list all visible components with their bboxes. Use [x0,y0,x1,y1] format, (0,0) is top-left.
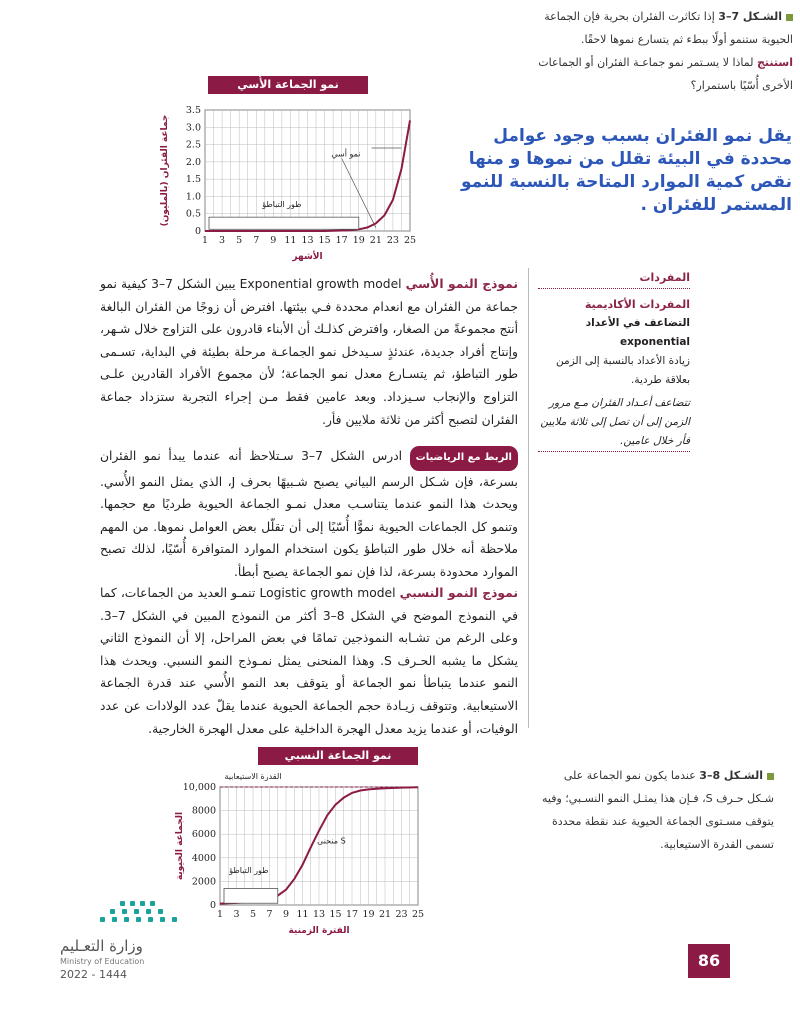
x-tick-label: 9 [282,909,290,920]
x-tick-label: 25 [403,235,417,246]
y-tick-label: 1.5 [185,174,201,186]
term-exponential-model: نموذج النمو الأُسي [405,277,518,291]
carrying-capacity-label: القدرة الاستيعابية [224,772,282,781]
x-tick-label: 17 [335,235,348,246]
x-tick-label: 13 [312,909,326,920]
x-tick-label: 5 [236,235,243,246]
lag-phase-box [209,217,359,229]
x-tick-label: 23 [386,235,399,246]
y-tick-label: 4000 [191,852,216,864]
y-tick-label: 6000 [191,829,216,841]
exp-chart-svg [160,68,430,268]
logistic-chart-svg [160,745,435,945]
infer-label: استنتج [757,56,793,69]
bullet-square-icon [786,14,793,21]
s-curve-label: منحنى S [317,836,346,846]
x-tick-label: 1 [201,235,209,246]
vocab-definition: زيادة الأعداد بالنسبة إلى الزمن بعلاقة طردية. [555,355,690,386]
paragraph-exponential [100,273,518,431]
caption-label: الشـكل 8–3 [699,769,763,782]
y-tick-label: 2.0 [185,156,201,168]
x-tick-label: 19 [352,235,365,246]
ministry-logo [60,895,200,975]
paragraph-3-text: تنمـو العديد من الجماعات، كما في النموذج الموضح في الشكل 8–3 أكثر من النموذج المبين في الشكل 7–3. وعلى الرغم من تشـابه النموذجين تمامًا في بعض المراحل، إلا أن النموذج الثاني يشكل ما يشبه الحـرف S. وهذا المنحنى يمثل نمـوذج النمو النسبي. ويحدث هذا النمو عندما يتباطأ نمو الجماعة أو يتوقف بعد النمو الأُسي عند قدرة الجماعة الاستيعابية. وتتوقف زيـادة حجم الجماعة الحيوية عندما يقلّ عدد الولادات عن عدد الوفيات، أو عندما يزيد معدل الهجرة الداخلية على معدل الهجرة الخارجية. [100,586,519,736]
vocab-term: التضاعف في الأعداد exponential [585,317,690,348]
paragraph-1-text: يبين الشكل 7–3 كيفية نمو جماعة من الفئران مع انعدام محددة فـي بيئتها. افترض أن زوجًا من الفئران البالغة أنتج مجموعةً من الصغار، وافترض كذلـك أن الأبناء قادرون على التزاوج خلال شـهر، وإنتاج أفراد جديدة، عندئذٍ سـيدخل نمو الجماعـة مرحلة بطيئة في البداية، تسـمى طور التباطؤ، ثم يتسـارع معدل نمو الجماعة؛ لأن مجموع الأفراد القادرين علـى التزاوج والإنجاب سـيزداد. وبعد عامين فقط مـن إجراء التجربة ستزداد جماعة الفئران لتصبح أكثر من ثلاثة ملايين فأر. [100,277,518,427]
paragraph-logistic [100,582,518,740]
x-tick-label: 11 [284,235,297,246]
x-tick-label: 5 [249,909,257,920]
ministry-name-en: Ministry of Education [60,957,145,966]
paragraph-math-connection [100,445,518,584]
x-tick-label: 3 [233,909,240,920]
edition-year: 2022 - 1444 [60,968,127,981]
exponential-growth-label: نمو أسي [331,149,361,159]
caption-label: الشـكل 7–3 [718,10,782,23]
figure-7-3-caption [535,5,793,97]
y-tick-label: 10,000 [182,782,216,793]
y-tick-label: 2000 [191,876,216,888]
y-tick-label: 2.5 [185,139,201,151]
y-tick-label: 0.5 [185,208,201,220]
y-axis-label: الجماعة الحيوية [175,811,185,881]
x-tick-label: 25 [411,909,425,920]
y-tick-label: 8000 [191,805,216,817]
infer-question: لماذا لا يسـتمر نمو جماعـة الفئران أو الجماعات الأخرى أُسّيًا باستمرار؟ [538,56,793,92]
exp-chart-title: نمو الجماعة الأُسي [208,76,368,94]
x-tick-label: 1 [216,909,224,920]
logistic-chart-title: نمو الجماعة النسبي [258,747,418,765]
y-tick-label: 1.0 [185,191,201,203]
x-tick-label: 21 [378,909,392,920]
exponential-chart [160,68,430,268]
x-tick-label: 7 [253,235,260,246]
x-tick-label: 13 [301,235,314,246]
paragraph-2-text: ادرس الشكل 7–3 سـتلاحظ أنه عندما يبدأ نمو الفئران بسرعة، فإن شـكل الرسم البياني يصبح شـبيهًا بحرف J، الذي يمثل النمو الأُسي. ويحدث هذا النمو عندما يتناسـب معدل نمـو الجماعة الحيوية طرديًا مع حجمها. وتنمو كل الجماعات الحيوية نموًّا أُسّيًا إلى أن تقلّل بعض العوامل نموها. من المهم ملاحظة أنه خلال طور التباطؤ يكون استخدام الموارد المتوافرة أُسّيًا، لذلك تصبح الموارد محدودة بسرعة، لذا فإن نمو الجماعة يصبح أبطأ. [100,449,518,579]
caption-text: إذا تكاثرت الفئران بحرية فإن الجماعة الحيوية ستنمو أولًا ببطء ثم يتسارع نموها لاحقًا. [544,10,793,46]
y-tick-label: 3.0 [185,122,201,134]
y-tick-label: 0 [209,900,216,911]
lag-phase-box [224,888,278,903]
figure-8-3-caption [538,764,774,856]
x-tick-label: 3 [219,235,226,246]
x-tick-label: 19 [362,909,375,920]
vocab-sub: المفردات الأكاديمية [584,298,690,311]
logistic-chart [160,745,435,945]
x-tick-label: 21 [369,235,382,246]
lag-phase-label: طور التباطؤ [262,199,302,209]
x-tick-label: 7 [266,909,273,920]
bullet-square-icon [767,773,774,780]
x-axis-label: الأشهر [292,252,323,262]
x-tick-label: 15 [318,235,331,246]
lag-phase-label: طور التباطؤ [229,866,269,876]
caption-text: عندما يكون نمو الجماعة على شـكل حـرف S، فـإن هذا يمثـل النمو النسـبي؛ وفيه يتوقف مسـتوى الجماعة الحيوية عند نقطة محددة تسمى القدرة الاستيعابية. [542,769,774,851]
x-tick-label: 15 [329,909,342,920]
term-logistic-model: نموذج النمو النسبي [399,586,518,600]
x-tick-label: 11 [296,909,309,920]
column-divider [528,268,529,728]
page-number: 86 [688,944,730,978]
term-logistic-en: Logistic growth model [259,586,396,600]
vocab-header: المفردات [538,268,690,289]
handwritten-answer: يقل نمو الفئران بسبب وجود عوامل محددة في البيئة تقلل من نموها و منها نقص كمية الموارد المتاحة بالنسبة للنمو المستمر للفئران . [461,126,792,215]
y-tick-label: 0 [194,226,201,237]
x-axis-label: الفترة الزمنية [288,926,350,936]
vocab-example: تتضاعف أعـداد الفئران مـع مرور الزمن إلى أن تصل إلى ثلاثة ملايين فأر خلال عامين. [538,394,690,452]
term-exponential-en: Exponential growth model [239,277,402,291]
x-tick-label: 9 [270,235,277,246]
vocab-sidebar [538,268,690,452]
ministry-name-ar: وزارة التعـليم [60,937,143,955]
x-tick-label: 17 [345,909,359,920]
ministry-dots-icon [60,895,200,935]
math-connection-badge: الربط مع الرياضيات [410,446,518,471]
y-axis-label: جماعة الفئران (بالمليون) [160,114,170,227]
y-tick-label: 3.5 [185,105,201,116]
x-tick-label: 23 [395,909,408,920]
